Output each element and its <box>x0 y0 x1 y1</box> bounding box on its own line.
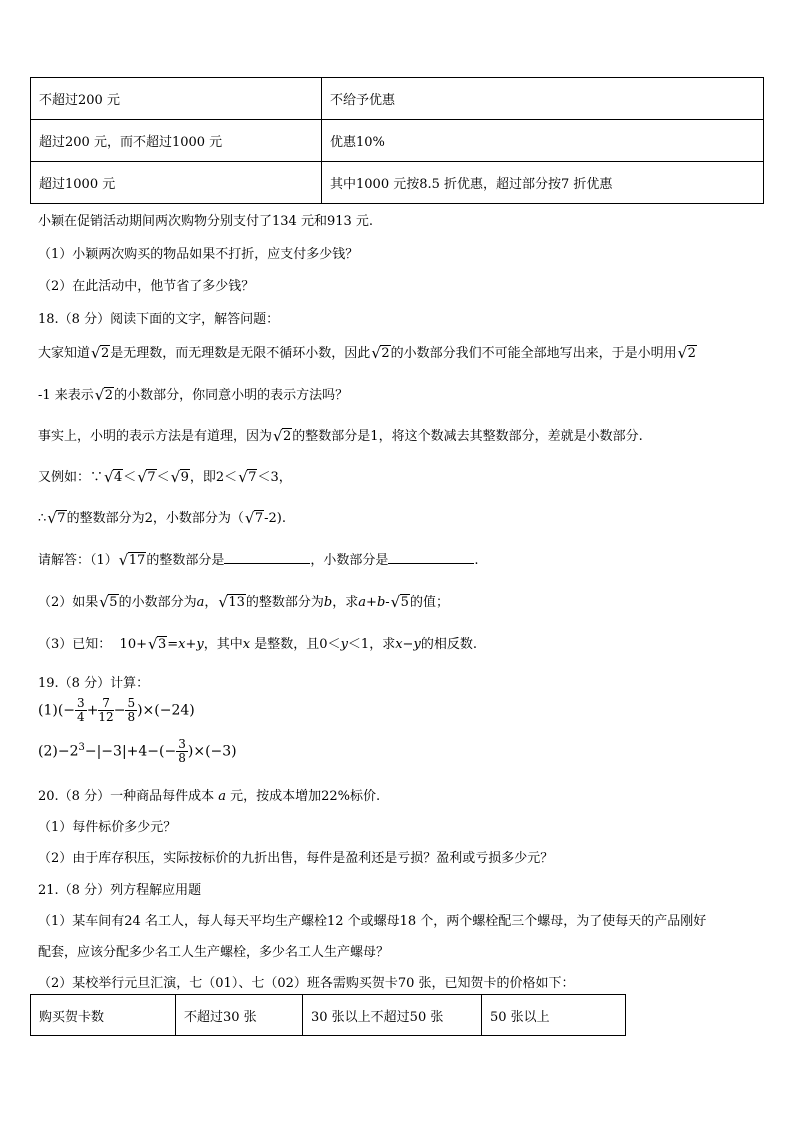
q21-part2: （2）某校举行元旦汇演，七（01）、七（02）班各需购买贺卡70 张，已知贺卡的价格如下： <box>38 976 575 991</box>
discount-cell: 不给予优惠 <box>322 78 764 120</box>
sqrt17-radical: √ 17 <box>118 551 146 569</box>
sqrt7-radical: √ 7 <box>244 509 264 527</box>
q18-ask <box>38 549 479 568</box>
fraction: $\frac{7}{12}$ <box>98 696 114 724</box>
condition-cell: 超过1000 元 <box>31 162 322 204</box>
sqrt13-radical: √ 13 <box>218 593 245 611</box>
text: ，求 <box>332 595 359 610</box>
sqrt2-radical: √ 2 <box>273 427 292 445</box>
q20-heading: 20.（8 分）一种商品每件成本 a 元，按成本增加22%标价. <box>38 789 381 804</box>
table-cell: 30 张以上不超过50 张 <box>303 995 482 1036</box>
text: 是无理数，而无理数是无限不循环小数，因此 <box>110 346 371 361</box>
text: 的整数部分是1，将这个数减去其整数部分，差就是小数部分. <box>292 429 643 444</box>
text: 的整数部分为2，小数部分为（ <box>66 511 244 526</box>
text: 请解答：（1） <box>38 553 118 568</box>
answer-blank[interactable] <box>224 551 310 564</box>
discount-table <box>30 77 764 204</box>
condition-cell: 超过200 元，而不超过1000 元 <box>31 120 322 162</box>
text: 的相反数. <box>420 637 477 652</box>
text: （2）如果 <box>38 595 99 610</box>
q21-part1-line2: 配套，应该分配多少名工人生产螺栓，多少名工人生产螺母？ <box>38 945 390 960</box>
q18-line1 <box>38 342 697 361</box>
text: （3）已知： <box>38 637 112 652</box>
sqrt7-radical: √ 7 <box>238 468 257 486</box>
sqrt2-radical: √ 2 <box>94 386 114 404</box>
card-price-table <box>30 994 626 1036</box>
sqrt5-radical: √ 5 <box>99 593 118 611</box>
q20-part2: （2）由于库存积压，实际按标价的九折出售，每件是盈利还是亏损？盈利或亏损多少元？ <box>38 851 554 866</box>
sqrt9-radical: √ 9 <box>170 468 189 486</box>
expr-label: (2) <box>38 743 58 760</box>
q18-line4: 又例如：∵ √ 4＜ √ 7＜ √ 9，即2＜ √ 7＜3， <box>38 468 292 486</box>
q19-expression-2: $(2)-2^3-|-3|+4-(-$ $\frac{3}{8}$ )×(−3) <box>38 737 237 765</box>
text: 的值； <box>409 595 449 610</box>
discount-cell: 优惠10% <box>322 120 764 162</box>
condition-cell: 不超过200 元 <box>31 78 322 120</box>
q20-part1: （1）每件标价多少元？ <box>38 820 177 835</box>
fraction: $\frac{3}{8}$ <box>178 737 186 765</box>
text: ， <box>278 470 292 485</box>
text: ∴ <box>38 511 47 526</box>
text: -1 来表示 <box>38 388 94 403</box>
table-row <box>31 120 764 162</box>
sqrt7-radical: √ 7 <box>47 509 66 527</box>
q18-heading: 18.（8 分）阅读下面的文字，解答问题： <box>38 312 280 327</box>
q17-part1: （1）小颖两次购买的物品如果不打折，应支付多少钱？ <box>38 247 359 262</box>
q18-line2 <box>38 384 348 403</box>
text: 的整数部分为 <box>245 595 324 610</box>
table-cell: 不超过30 张 <box>176 995 303 1036</box>
text: 20.（8 分）一种商品每件成本 <box>38 789 215 804</box>
discount-cell: 其中1000 元按8.5 折优惠，超过部分按7 折优惠 <box>322 162 764 204</box>
sqrt2-radical: √ 2 <box>91 344 110 362</box>
text: 的小数部分我们不可能全部地写出来，于是小明用 <box>390 346 677 361</box>
text: -2). <box>264 511 286 526</box>
sqrt4-radical: √ 4 <box>104 468 123 486</box>
text: ，小数部分是 <box>310 553 389 568</box>
table-row <box>31 995 626 1036</box>
sqrt2-radical: √ 2 <box>677 344 696 362</box>
table-cell: 50 张以上 <box>482 995 626 1036</box>
fraction: $\frac{5}{8}$ <box>127 696 136 724</box>
q17-part2: （2）在此活动中，他节省了多少钱？ <box>38 279 255 294</box>
sqrt5-radical: √ 5 <box>390 593 409 611</box>
q21-heading: 21.（8 分）列方程解应用题 <box>38 883 202 898</box>
sqrt3-radical: √ 3 <box>147 635 167 653</box>
text: ，其中 <box>203 637 243 652</box>
q19-expression-1: (1)(− $\frac{3}{4}$ + $\frac{7}{12}$ − $\frac{5}{8}$ )×(−24) <box>38 696 195 724</box>
expr-label: (1) <box>38 702 58 719</box>
table-row <box>31 78 764 120</box>
q21-part1-line1: （1）某车间有24 名工人，每人每天平均生产螺栓12 个或螺母18 个，两个螺栓配三个螺母，为了使每天的产品刚好 <box>38 914 707 929</box>
text: 元，按成本增加22%标价. <box>230 789 381 804</box>
table-cell: 购买贺卡数 <box>31 995 176 1036</box>
text: 是整数，且0＜ <box>254 637 341 652</box>
fraction: $\frac{3}{4}$ <box>77 696 85 724</box>
sqrt2-radical: √ 2 <box>371 344 390 362</box>
text: ，即 <box>189 470 216 485</box>
text: ＜1，求 <box>347 637 396 652</box>
text: . <box>474 553 479 568</box>
text: 大家知道 <box>38 346 91 361</box>
table-row <box>31 162 764 204</box>
q17-intro: 小颖在促销活动期间两次购物分别支付了134 元和913 元. <box>38 214 374 229</box>
text: 事实上，小明的表示方法是有道理，因为 <box>38 429 273 444</box>
answer-blank[interactable] <box>388 551 474 564</box>
text: 的小数部分，你同意小明的表示方法吗？ <box>114 388 349 403</box>
text: 的整数部分是 <box>146 553 225 568</box>
sqrt7-radical: √ 7 <box>137 468 156 486</box>
q18-part2: （2）如果 √ 5的小数部分为a， √ 13的整数部分为b，求a+b- √ 5的值； <box>38 593 449 611</box>
q18-part3: （3）已知： 10+ √ 3=x+y，其中x 是整数，且0＜y＜1，求x−y的相反数. <box>38 635 477 653</box>
q18-line3 <box>38 425 643 444</box>
text: 又例如：∵ <box>38 470 104 485</box>
q19-heading: 19.（8 分）计算： <box>38 676 150 691</box>
text: 的小数部分为 <box>118 595 197 610</box>
q18-line5 <box>38 507 286 526</box>
